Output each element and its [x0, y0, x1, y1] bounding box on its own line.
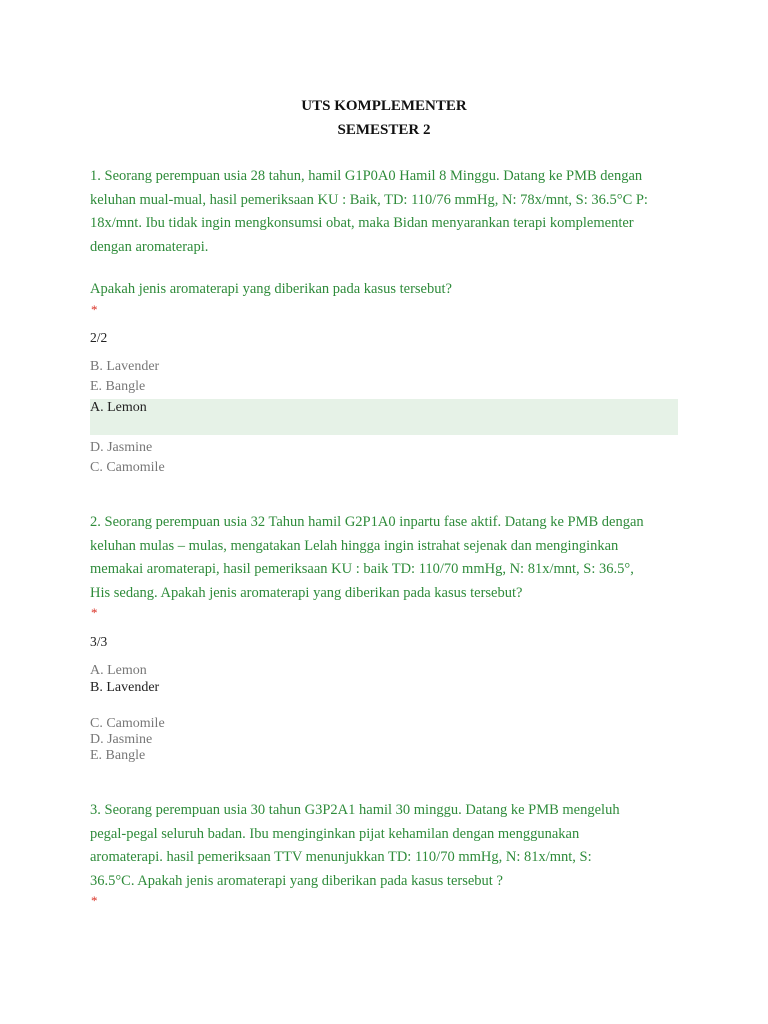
option-bangle[interactable]: E. Bangle: [90, 748, 146, 763]
question-line: dengan aromaterapi.: [90, 238, 209, 255]
question-2-score: 3/3: [90, 634, 108, 649]
question-line: 1. Seorang perempuan usia 28 tahun, hamil G1P0A0 Hamil 8 Minggu. Datang ke PMB dengan: [90, 168, 643, 184]
question-line: pegal-pegal seluruh badan. Ibu menginginkan pijat kehamilan dengan menggunakan: [90, 825, 580, 842]
question-line: aromaterapi. hasil pemeriksaan TTV menunjukkan TD: 110/70 mmHg, N: 81x/mnt, S:: [90, 849, 592, 865]
question-1-score: 2/2: [90, 330, 108, 345]
question-2-text: [90, 511, 682, 605]
option-bangle[interactable]: E. Bangle: [90, 379, 146, 394]
option-jasmine[interactable]: D. Jasmine: [90, 732, 153, 747]
selected-answer-highlight: [90, 399, 678, 435]
question-line: keluhan mulas – mulas, mengatakan Lelah hingga ingin istrahat sejenak dan menginginkan: [90, 537, 619, 554]
question-line: 18x/mnt. Ibu tidak ingin mengkonsumsi obat, maka Bidan menyarankan terapi komplementer: [90, 215, 634, 231]
option-lavender-selected[interactable]: B. Lavender: [90, 680, 160, 695]
option-jasmine[interactable]: D. Jasmine: [90, 440, 153, 455]
document-subtitle: SEMESTER 2: [337, 122, 431, 138]
required-asterisk: *: [91, 302, 98, 317]
question-1-text: [90, 165, 682, 259]
required-asterisk: *: [91, 893, 98, 908]
question-3-text: [90, 799, 682, 893]
option-lemon-selected[interactable]: A. Lemon: [90, 400, 147, 415]
question-line: memakai aromaterapi, hasil pemeriksaan KU : baik TD: 110/70 mmHg, N: 81x/mnt, S: 36.5°,: [90, 561, 634, 577]
question-line: keluhan mual-mual, hasil pemeriksaan KU : Baik, TD: 110/76 mmHg, N: 78x/mnt, S: 36.5°C P:: [90, 191, 648, 208]
option-lavender[interactable]: B. Lavender: [90, 359, 160, 374]
option-camomile[interactable]: C. Camomile: [90, 460, 165, 475]
question-line: 36.5°C. Apakah jenis aromaterapi yang diberikan pada kasus tersebut ?: [90, 872, 503, 889]
question-line: 3. Seorang perempuan usia 30 tahun G3P2A1 hamil 30 minggu. Datang ke PMB mengeluh: [90, 802, 620, 818]
question-line: His sedang. Apakah jenis aromaterapi yang diberikan pada kasus tersebut?: [90, 584, 523, 601]
question-line: 2. Seorang perempuan usia 32 Tahun hamil G2P1A0 inpartu fase aktif. Datang ke PMB dengan: [90, 514, 644, 530]
option-lemon[interactable]: A. Lemon: [90, 663, 147, 678]
question-1-prompt: Apakah jenis aromaterapi yang diberikan pada kasus tersebut?: [90, 281, 452, 297]
document-title: UTS KOMPLEMENTER: [301, 98, 467, 114]
option-camomile[interactable]: C. Camomile: [90, 716, 165, 731]
required-asterisk: *: [91, 605, 98, 620]
